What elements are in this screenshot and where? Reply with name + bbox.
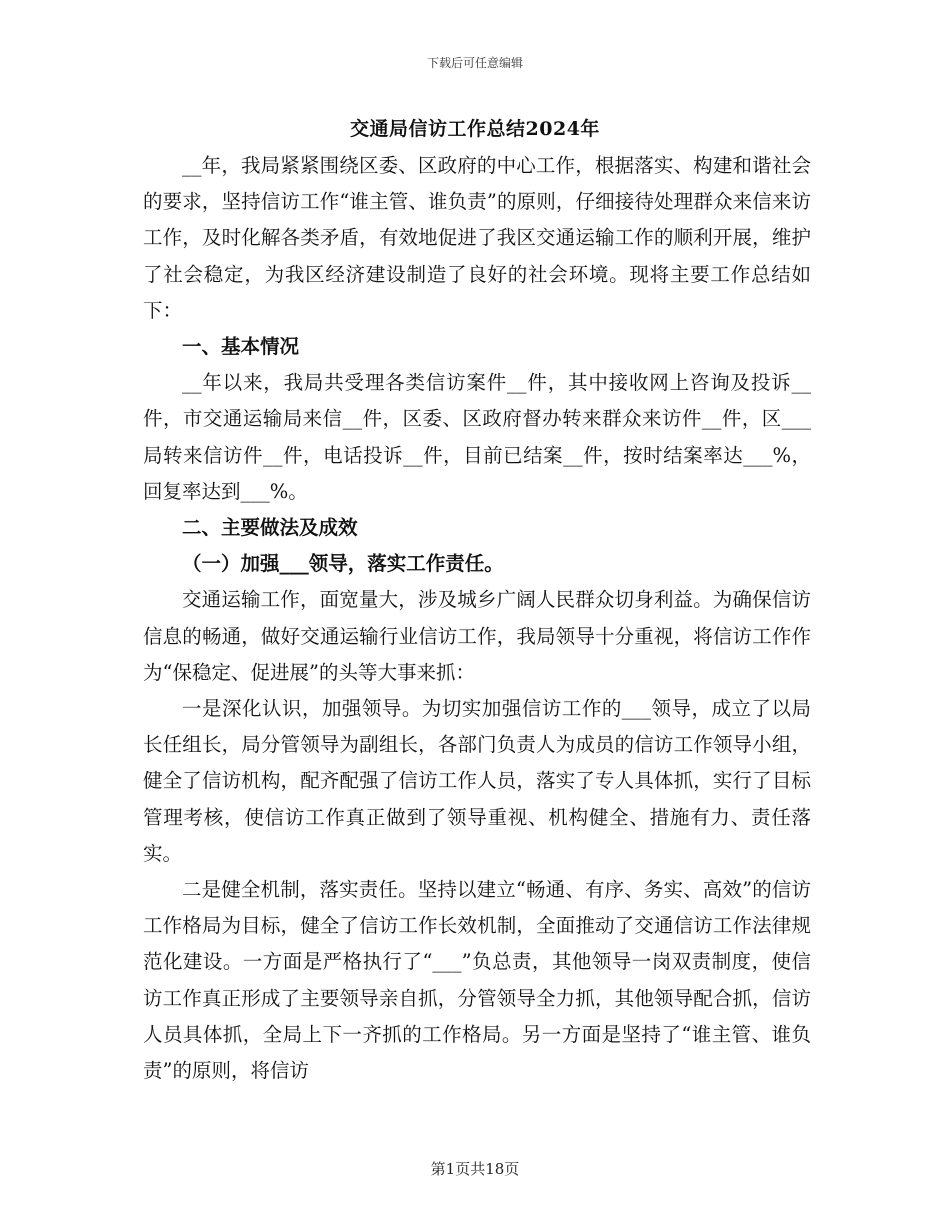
- document-body: [143, 148, 811, 1089]
- subsection-heading-leadership: （一）加强___领导，落实工作责任。: [182, 552, 504, 576]
- page-number: 第1页共18页: [430, 1160, 520, 1178]
- header-note: 下载后可任意编辑: [426, 56, 523, 70]
- paragraph-point-two: 二是健全机制，落实责任。坚持以建立“畅通、有序、务实、高效”的信访工作格局为目标，健全了信访工作长效机制，全面推动了交通信访工作法律规范化建设。一方面是严格执行了“___”负总责，其他领导一岗双责制度，使信访工作真正形成了主要领导亲自抓，分管领导全力抓，其他领导配合抓，信访人员具体抓，全局上下一齐抓的工作格局。另一方面是坚持了“谁主管、谁负责”的原则，将信访: [143, 878, 811, 1083]
- paragraph-transport-work: 交通运输工作，面宽量大，涉及城乡广阔人民群众切身利益。为确保信访信息的畅通，做好交通运输行业信访工作，我局领导十分重视，将信访工作作为“保稳定、促进展”的头等大事来抓：: [143, 588, 811, 684]
- paragraph-intro: __年，我局紧紧围绕区委、区政府的中心工作，根据落实、构建和谐社会的要求，坚持信访工作“谁主管、谁负责”的原则，仔细接待处理群众来信来访工作，及时化解各类矛盾，有效地促进了我区交通运输工作的顺利开展，维护了社会稳定，为我区经济建设制造了良好的社会环境。现将主要工作总结如下：: [143, 154, 811, 322]
- paragraph-basic-situation: __年以来，我局共受理各类信访案件__件，其中接收网上咨询及投诉__件，市交通运输局来信__件，区委、区政府督办转来群众来访件__件，区___局转来信访件__件，电话投诉__件，目前已结案__件，按时结案率达___%，回复率达到___%。: [143, 371, 811, 503]
- paragraph-point-one: 一是深化认识，加强领导。为切实加强信访工作的___领导，成立了以局长任组长，局分管领导为副组长，各部门负责人为成员的信访工作领导小组，健全了信访机构，配齐配强了信访工作人员，落实了专人具体抓，实行了目标管理考核，使信访工作真正做到了领导重视、机构健全、措施有力、责任落实。: [143, 697, 811, 865]
- section-heading-measures: 二、主要做法及成效: [182, 516, 358, 540]
- document-title: 交通局信访工作总结2024年: [350, 118, 600, 140]
- section-heading-basic: 一、基本情况: [182, 335, 300, 359]
